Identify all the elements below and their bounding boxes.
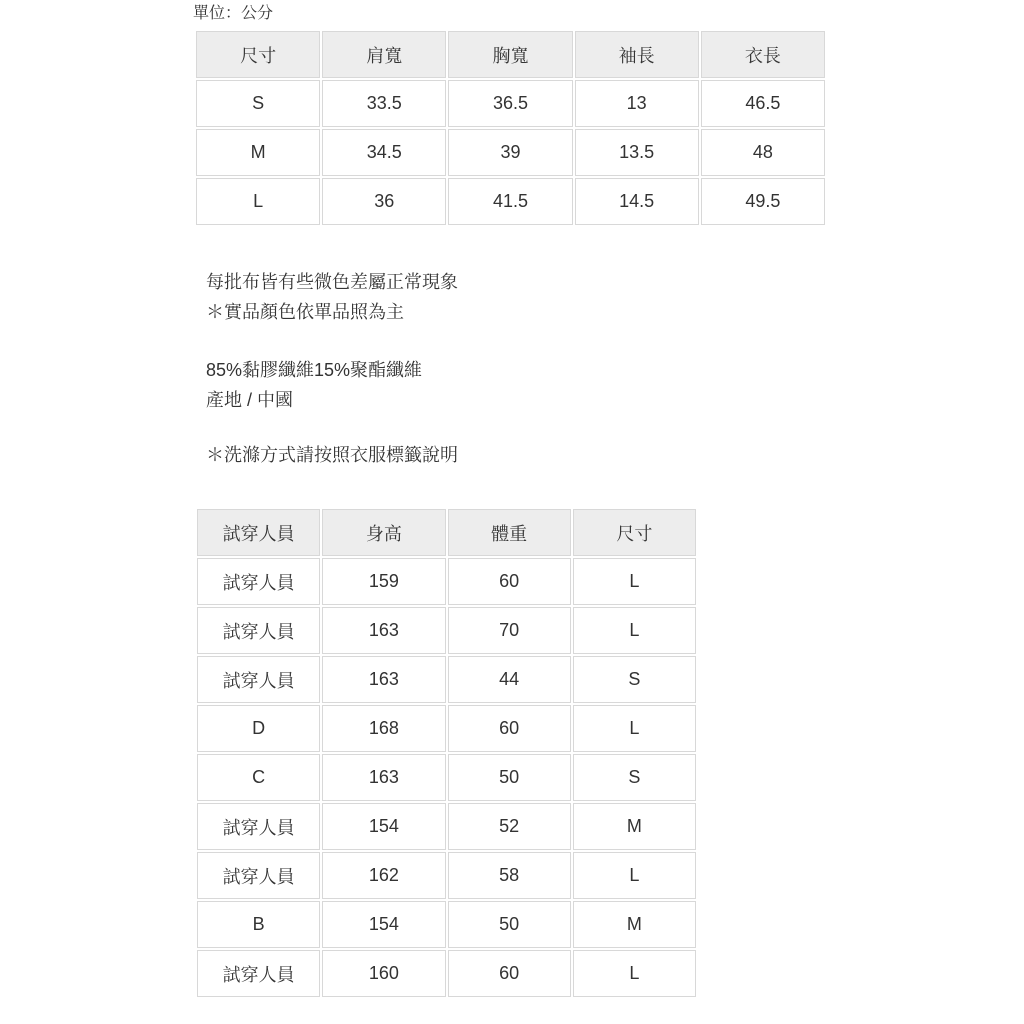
table-cell: M (196, 129, 320, 176)
table-cell: 52 (448, 803, 571, 850)
table-row (197, 852, 696, 899)
table-cell: 39 (448, 129, 572, 176)
fabric-color-note-line1: 每批布皆有些微色差屬正常現象 (206, 272, 458, 292)
unit-label: 單位：公分 (193, 5, 274, 22)
table-cell: 試穿人員 (197, 558, 320, 605)
table-cell: 試穿人員 (197, 852, 320, 899)
table-cell: B (197, 901, 320, 948)
table-header-cell: 體重 (448, 509, 571, 556)
table-row (197, 803, 696, 850)
table-header-cell: 袖長 (575, 31, 699, 78)
table-cell: L (573, 852, 696, 899)
table-cell: 36.5 (448, 80, 572, 127)
table-cell: 46.5 (701, 80, 825, 127)
table-row (197, 705, 696, 752)
table-row (197, 607, 696, 654)
table-cell: C (197, 754, 320, 801)
table-row (196, 129, 825, 176)
table-cell: 試穿人員 (197, 607, 320, 654)
table-cell: 36 (322, 178, 446, 225)
table-row (197, 754, 696, 801)
table-cell: 50 (448, 754, 571, 801)
table-cell: M (573, 803, 696, 850)
table-cell: 60 (448, 950, 571, 997)
table-cell: 162 (322, 852, 445, 899)
table-header-cell: 試穿人員 (197, 509, 320, 556)
table-header-cell: 身高 (322, 509, 445, 556)
table-cell: 41.5 (448, 178, 572, 225)
size-chart-table (194, 29, 827, 227)
origin-line: 產地 / 中國 (206, 390, 294, 410)
table-header-row (197, 509, 696, 556)
table-cell: 163 (322, 607, 445, 654)
table-cell: S (573, 754, 696, 801)
table-cell: 44 (448, 656, 571, 703)
table-cell: 試穿人員 (197, 803, 320, 850)
table-row (197, 901, 696, 948)
table-cell: L (573, 950, 696, 997)
table-header-cell: 尺寸 (573, 509, 696, 556)
fabric-color-note (206, 267, 458, 327)
table-row (196, 178, 825, 225)
table-cell: 13 (575, 80, 699, 127)
table-cell: S (196, 80, 320, 127)
table-cell: L (573, 705, 696, 752)
table-cell: L (573, 558, 696, 605)
table-cell: L (196, 178, 320, 225)
table-header-row (196, 31, 825, 78)
table-cell: 58 (448, 852, 571, 899)
table-cell: S (573, 656, 696, 703)
table-header-cell: 衣長 (701, 31, 825, 78)
table-row (197, 950, 696, 997)
table-header-cell: 胸寬 (448, 31, 572, 78)
material-origin-note (206, 355, 422, 415)
table-row (197, 656, 696, 703)
table-cell: 168 (322, 705, 445, 752)
table-cell: 154 (322, 803, 445, 850)
table-cell: 49.5 (701, 178, 825, 225)
table-cell: D (197, 705, 320, 752)
table-cell: 163 (322, 754, 445, 801)
table-cell: 14.5 (575, 178, 699, 225)
table-cell: 70 (448, 607, 571, 654)
washing-instruction-line: ＊洗滌方式請按照衣服標籤說明 (206, 445, 458, 465)
table-cell: 34.5 (322, 129, 446, 176)
material-composition-line: 85%黏膠纖維15%聚酯纖維 (206, 360, 423, 380)
table-cell: 160 (322, 950, 445, 997)
table-row (197, 558, 696, 605)
fitting-staff-table (195, 507, 698, 999)
table-cell: 60 (448, 558, 571, 605)
table-cell: 159 (322, 558, 445, 605)
table-cell: 33.5 (322, 80, 446, 127)
table-cell: 試穿人員 (197, 950, 320, 997)
table-cell: 48 (701, 129, 825, 176)
table-cell: 13.5 (575, 129, 699, 176)
table-row (196, 80, 825, 127)
table-cell: M (573, 901, 696, 948)
table-cell: 154 (322, 901, 445, 948)
table-cell: 50 (448, 901, 571, 948)
washing-instruction-note (206, 440, 458, 470)
fabric-color-note-line2: ＊實品顏色依單品照為主 (206, 302, 404, 322)
table-header-cell: 尺寸 (196, 31, 320, 78)
table-cell: 試穿人員 (197, 656, 320, 703)
table-header-cell: 肩寬 (322, 31, 446, 78)
table-cell: 60 (448, 705, 571, 752)
table-cell: 163 (322, 656, 445, 703)
table-cell: L (573, 607, 696, 654)
